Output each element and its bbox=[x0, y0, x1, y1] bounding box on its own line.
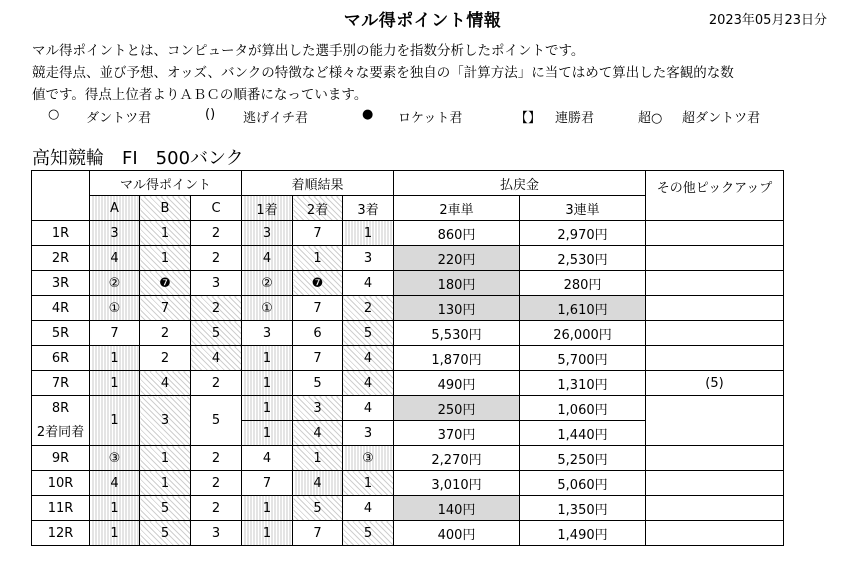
point-b: 7 bbox=[140, 296, 191, 321]
result-1st: ① bbox=[242, 296, 293, 321]
pickup bbox=[646, 396, 784, 446]
legend-label-super: 超ダントツ君 bbox=[682, 111, 761, 126]
payout-nisha: 250円 bbox=[394, 396, 520, 421]
point-c: 2 bbox=[191, 446, 242, 471]
payout-nisha: 3,010円 bbox=[394, 471, 520, 496]
result-2nd: 5 bbox=[293, 496, 343, 521]
point-a: ③ bbox=[90, 446, 140, 471]
result-3rd: 4 bbox=[343, 396, 394, 421]
payout-sanren: 1,610円 bbox=[520, 296, 646, 321]
result-3rd: ③ bbox=[343, 446, 394, 471]
description bbox=[32, 40, 822, 106]
payout-nisha: 5,530円 bbox=[394, 321, 520, 346]
table-row bbox=[32, 246, 784, 271]
result-3rd: 5 bbox=[343, 321, 394, 346]
result-3rd: 4 bbox=[343, 346, 394, 371]
description-line: 値です。得点上位者よりＡＢＣの順番になっています。 bbox=[32, 87, 368, 103]
table-row bbox=[32, 396, 784, 421]
payout-nisha: 860円 bbox=[394, 221, 520, 246]
race-number bbox=[32, 396, 90, 446]
payout-nisha: 140円 bbox=[394, 496, 520, 521]
payout-sanren: 2,970円 bbox=[520, 221, 646, 246]
race-number-label: 8R bbox=[51, 400, 70, 416]
point-a: ① bbox=[90, 296, 140, 321]
pickup bbox=[646, 346, 784, 371]
point-c: 5 bbox=[191, 321, 242, 346]
result-1st: 1 bbox=[242, 421, 293, 446]
payout-nisha: 490円 bbox=[394, 371, 520, 396]
point-b: 1 bbox=[140, 246, 191, 271]
header-c: C bbox=[191, 196, 242, 221]
payout-sanren: 1,310円 bbox=[520, 371, 646, 396]
header-nisha: 2車単 bbox=[394, 196, 520, 221]
point-c: 5 bbox=[191, 396, 242, 446]
result-3rd: 4 bbox=[343, 371, 394, 396]
header-b: B bbox=[140, 196, 191, 221]
result-3rd: 3 bbox=[343, 421, 394, 446]
payout-sanren: 26,000円 bbox=[520, 321, 646, 346]
race-number: 9R bbox=[32, 446, 90, 471]
table-row bbox=[32, 321, 784, 346]
payout-sanren: 280円 bbox=[520, 271, 646, 296]
header-3rd: 3着 bbox=[343, 196, 394, 221]
legend-symbol-renshou: 【】 bbox=[515, 111, 542, 126]
header-sanren: 3連単 bbox=[520, 196, 646, 221]
table-row bbox=[32, 371, 784, 396]
point-c: 3 bbox=[191, 271, 242, 296]
result-3rd: 5 bbox=[343, 521, 394, 546]
result-1st: ② bbox=[242, 271, 293, 296]
point-c: 4 bbox=[191, 346, 242, 371]
result-2nd: 7 bbox=[293, 296, 343, 321]
point-a: 1 bbox=[90, 396, 140, 446]
result-1st: 3 bbox=[242, 221, 293, 246]
results-table bbox=[31, 170, 784, 546]
pickup bbox=[646, 296, 784, 321]
pickup bbox=[646, 271, 784, 296]
result-2nd: 6 bbox=[293, 321, 343, 346]
race-number: 11R bbox=[32, 496, 90, 521]
payout-sanren: 2,530円 bbox=[520, 246, 646, 271]
point-b: 2 bbox=[140, 321, 191, 346]
header-race bbox=[32, 171, 90, 221]
point-a: 1 bbox=[90, 371, 140, 396]
point-c: 2 bbox=[191, 371, 242, 396]
point-c: 2 bbox=[191, 471, 242, 496]
payout-nisha: 400円 bbox=[394, 521, 520, 546]
race-number: 7R bbox=[32, 371, 90, 396]
point-a: 1 bbox=[90, 346, 140, 371]
point-a: 1 bbox=[90, 496, 140, 521]
payout-sanren: 1,440円 bbox=[520, 421, 646, 446]
point-a: 7 bbox=[90, 321, 140, 346]
result-2nd: 3 bbox=[293, 396, 343, 421]
point-a: ② bbox=[90, 271, 140, 296]
point-b: 1 bbox=[140, 471, 191, 496]
point-b: 1 bbox=[140, 221, 191, 246]
race-number: 2R bbox=[32, 246, 90, 271]
legend-symbol-super: 超○ bbox=[638, 111, 663, 126]
result-2nd: 7 bbox=[293, 521, 343, 546]
point-b: ❼ bbox=[140, 271, 191, 296]
table-row bbox=[32, 221, 784, 246]
result-1st: 3 bbox=[242, 321, 293, 346]
result-2nd: ❼ bbox=[293, 271, 343, 296]
result-2nd: 1 bbox=[293, 446, 343, 471]
point-c: 3 bbox=[191, 521, 242, 546]
report-date: 2023年05月23日分 bbox=[708, 13, 827, 28]
header-points: マル得ポイント bbox=[90, 171, 242, 196]
result-3rd: 4 bbox=[343, 496, 394, 521]
legend-symbol-nige: () bbox=[205, 107, 216, 122]
result-1st: 4 bbox=[242, 446, 293, 471]
race-number: 10R bbox=[32, 471, 90, 496]
payout-nisha: 1,870円 bbox=[394, 346, 520, 371]
table-row bbox=[32, 296, 784, 321]
payout-sanren: 1,490円 bbox=[520, 521, 646, 546]
race-number: 1R bbox=[32, 221, 90, 246]
race-number: 3R bbox=[32, 271, 90, 296]
result-3rd: 3 bbox=[343, 246, 394, 271]
legend-symbol-rocket: ● bbox=[362, 107, 374, 122]
result-2nd: 4 bbox=[293, 421, 343, 446]
result-1st: 4 bbox=[242, 246, 293, 271]
page-title: マル得ポイント情報 bbox=[343, 11, 502, 31]
legend-label-dantotsu: ダントツ君 bbox=[86, 111, 152, 126]
payout-nisha: 180円 bbox=[394, 271, 520, 296]
payout-sanren: 5,060円 bbox=[520, 471, 646, 496]
point-b: 4 bbox=[140, 371, 191, 396]
result-1st: 1 bbox=[242, 521, 293, 546]
result-1st: 1 bbox=[242, 396, 293, 421]
payout-nisha: 220円 bbox=[394, 246, 520, 271]
payout-sanren: 5,700円 bbox=[520, 346, 646, 371]
result-1st: 7 bbox=[242, 471, 293, 496]
result-2nd: 7 bbox=[293, 221, 343, 246]
race-note: 2着同着 bbox=[36, 424, 85, 440]
point-c: 2 bbox=[191, 221, 242, 246]
point-b: 5 bbox=[140, 496, 191, 521]
result-1st: 1 bbox=[242, 371, 293, 396]
header-a: A bbox=[90, 196, 140, 221]
pickup bbox=[646, 521, 784, 546]
result-2nd: 5 bbox=[293, 371, 343, 396]
result-2nd: 1 bbox=[293, 246, 343, 271]
header-pickup: その他ピックアップ bbox=[646, 171, 784, 221]
point-b: 5 bbox=[140, 521, 191, 546]
pickup: (5) bbox=[646, 371, 784, 396]
legend-label-renshou: 連勝君 bbox=[555, 111, 595, 126]
result-2nd: 7 bbox=[293, 346, 343, 371]
result-3rd: 1 bbox=[343, 221, 394, 246]
payout-nisha: 2,270円 bbox=[394, 446, 520, 471]
point-c: 2 bbox=[191, 496, 242, 521]
payout-sanren: 5,250円 bbox=[520, 446, 646, 471]
result-1st: 1 bbox=[242, 496, 293, 521]
legend-label-rocket: ロケット君 bbox=[398, 111, 463, 126]
payout-nisha: 130円 bbox=[394, 296, 520, 321]
description-line: マル得ポイントとは、コンピュータが算出した選手別の能力を指数分析したポイントです。 bbox=[32, 43, 585, 59]
point-b: 3 bbox=[140, 396, 191, 446]
pickup bbox=[646, 321, 784, 346]
table-row bbox=[32, 496, 784, 521]
result-2nd: 4 bbox=[293, 471, 343, 496]
header-1st: 1着 bbox=[242, 196, 293, 221]
table-row bbox=[32, 521, 784, 546]
point-c: 2 bbox=[191, 296, 242, 321]
point-b: 2 bbox=[140, 346, 191, 371]
venue-title: 高知競輪 FI 500バンク bbox=[32, 148, 244, 169]
description-line: 競走得点、並び予想、オッズ、バンクの特徴など様々な要素を独自の「計算方法」に当てはめて算出した客観的な数 bbox=[32, 65, 734, 81]
payout-sanren: 1,350円 bbox=[520, 496, 646, 521]
point-a: 4 bbox=[90, 471, 140, 496]
pickup bbox=[646, 246, 784, 271]
header-results: 着順結果 bbox=[242, 171, 394, 196]
race-number: 4R bbox=[32, 296, 90, 321]
table-row bbox=[32, 346, 784, 371]
pickup bbox=[646, 471, 784, 496]
header-2nd: 2着 bbox=[293, 196, 343, 221]
race-number: 6R bbox=[32, 346, 90, 371]
result-3rd: 1 bbox=[343, 471, 394, 496]
payout-sanren: 1,060円 bbox=[520, 396, 646, 421]
legend-symbol-dantotsu: ○ bbox=[48, 107, 60, 122]
table-row bbox=[32, 471, 784, 496]
race-number: 12R bbox=[32, 521, 90, 546]
pickup bbox=[646, 496, 784, 521]
legend-label-nige: 逃げイチ君 bbox=[243, 111, 309, 126]
pickup bbox=[646, 221, 784, 246]
race-number: 5R bbox=[32, 321, 90, 346]
header-payout: 払戻金 bbox=[394, 171, 646, 196]
table-row bbox=[32, 271, 784, 296]
point-c: 2 bbox=[191, 246, 242, 271]
result-3rd: 2 bbox=[343, 296, 394, 321]
pickup bbox=[646, 446, 784, 471]
payout-nisha: 370円 bbox=[394, 421, 520, 446]
table-row bbox=[32, 446, 784, 471]
point-a: 3 bbox=[90, 221, 140, 246]
result-3rd: 4 bbox=[343, 271, 394, 296]
point-a: 4 bbox=[90, 246, 140, 271]
result-1st: 1 bbox=[242, 346, 293, 371]
point-a: 1 bbox=[90, 521, 140, 546]
point-b: 1 bbox=[140, 446, 191, 471]
